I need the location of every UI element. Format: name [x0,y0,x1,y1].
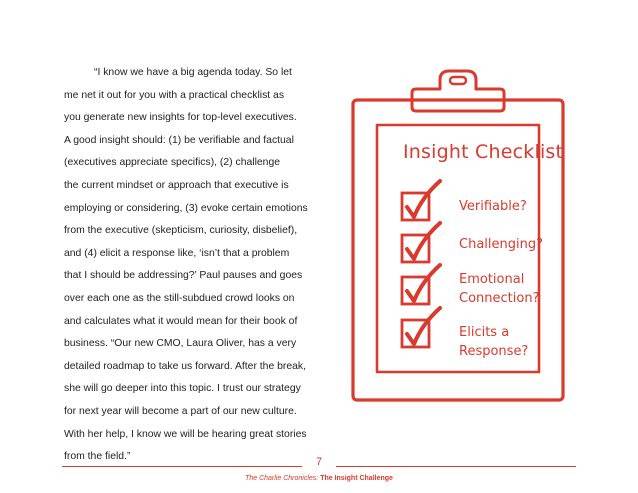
item-line: Verifiable? [459,199,527,214]
checklist-title: Insight Checklist [403,141,564,163]
item-line: Challenging? [459,237,543,252]
body-line: she will go deeper into this topic. I trust our strategy [64,383,301,395]
body-line: “I know we have a big agenda today. So let [94,67,292,78]
body-line: business. “Our new CMO, Laura Oliver, has a very [64,338,297,350]
item-line: Elicits a [459,325,510,340]
checklist-item-label [459,270,539,308]
body-line: over each one as the still-subdued crowd looks on [64,292,295,304]
footer-rule-left [62,466,302,467]
body-line: me net it out for you with a practical checklist as [64,89,285,101]
footer-caption [0,475,638,482]
footer-book-title: The Insight Challenge [320,475,393,482]
item-line: Response? [459,344,529,359]
footer-rule-right [336,466,576,467]
body-line: and (4) elicit a response like, ‘isn’t that a problem [64,247,290,259]
body-line: employing or considering, (3) evoke certain emotions [64,202,308,214]
body-line: With her help, I know we will be hearing great stories [64,428,307,440]
body-line: for next year will become a part of our new culture. [64,405,297,417]
body-line: the current mindset or approach that executive is [64,179,289,191]
body-line: detailed roadmap to take us forward. After the break, [64,360,307,372]
body-line: from the field.” [64,451,131,463]
item-line: Connection? [459,291,540,306]
body-line: you generate new insights for top-level executives. [64,112,297,124]
body-line: (executives appreciate specifics), (2) challenge [64,157,280,169]
body-line: from the executive (skepticism, curiosity, disbelief), [64,225,298,237]
item-line: Emotional [459,272,525,287]
checklist-item-label [459,323,528,361]
checklist-item-label [459,235,543,254]
footer-series: The Charlie Chronicles: [245,475,319,482]
body-line: that I should be addressing?’ Paul pauses and goes [64,270,303,282]
body-line: A good insight should: (1) be verifiable and factual [64,134,294,146]
checklist-item-label [459,197,527,216]
body-line: and calculates what it would mean for their book of [64,315,298,327]
clipboard-clip-hole [450,77,466,84]
body-text [64,62,326,469]
page-number: 7 [315,456,323,468]
